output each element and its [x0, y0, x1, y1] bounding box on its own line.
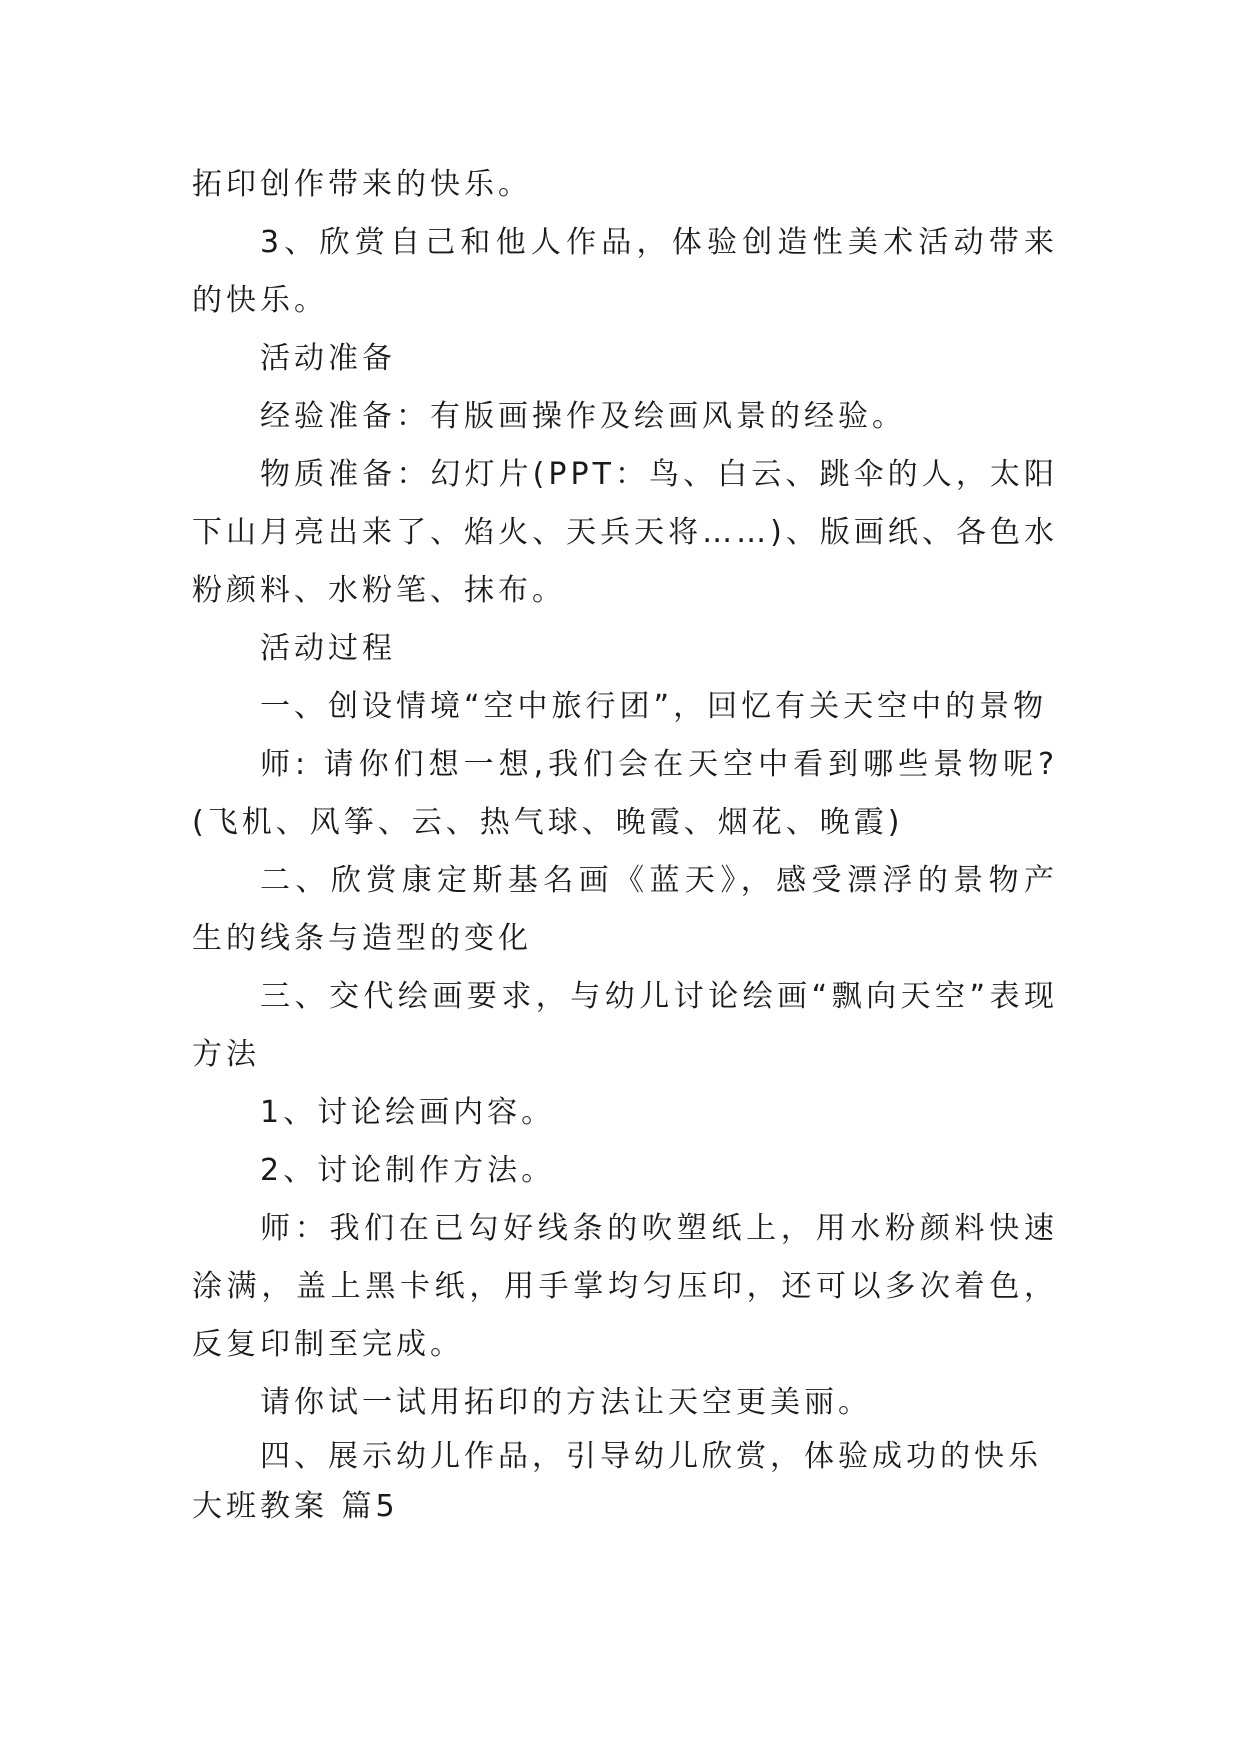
- paragraph: 2、讨论制作方法。: [260, 1153, 556, 1188]
- paragraph: 拓印创作带来的快乐。: [192, 167, 532, 202]
- paragraph: 一、创设情境“空中旅行团”，回忆有关天空中的景物: [260, 689, 1048, 724]
- paragraph: 二、欣赏康定斯基名画《蓝天》，感受漂浮的景物产生的线条与造型的变化: [192, 863, 1058, 956]
- paragraph: 师：我们在已勾好线条的吹塑纸上，用水粉颜料快速涂满，盖上黑卡纸，用手掌均匀压印，还可以多次着色，反复印制至完成。: [192, 1211, 1058, 1362]
- section-heading: 活动过程: [260, 631, 396, 666]
- paragraph: 四、展示幼儿作品，引导幼儿欣赏，体验成功的快乐: [260, 1439, 1042, 1474]
- paragraph: 1、讨论绘画内容。: [260, 1095, 556, 1130]
- paragraph: 3、欣赏自己和他人作品，体验创造性美术活动带来的快乐。: [192, 225, 1058, 318]
- section-heading: 活动准备: [260, 341, 396, 376]
- section-title: 大班教案 篇5: [192, 1489, 399, 1524]
- document-body: [192, 156, 1058, 1532]
- paragraph: 物质准备：幻灯片(PPT：鸟、白云、跳伞的人，太阳下山月亮出来了、焰火、天兵天将……)、版画纸、各色水粉颜料、水粉笔、抹布。: [192, 457, 1058, 608]
- paragraph: 三、交代绘画要求，与幼儿讨论绘画“飘向天空”表现方法: [192, 979, 1058, 1072]
- paragraph: 师: 请你们想一想,我们会在天空中看到哪些景物呢?(飞机、风筝、云、热气球、晚霞、烟花、晚霞): [192, 747, 1058, 840]
- paragraph: 请你试一试用拓印的方法让天空更美丽。: [260, 1385, 872, 1420]
- paragraph: 经验准备：有版画操作及绘画风景的经验。: [260, 399, 906, 434]
